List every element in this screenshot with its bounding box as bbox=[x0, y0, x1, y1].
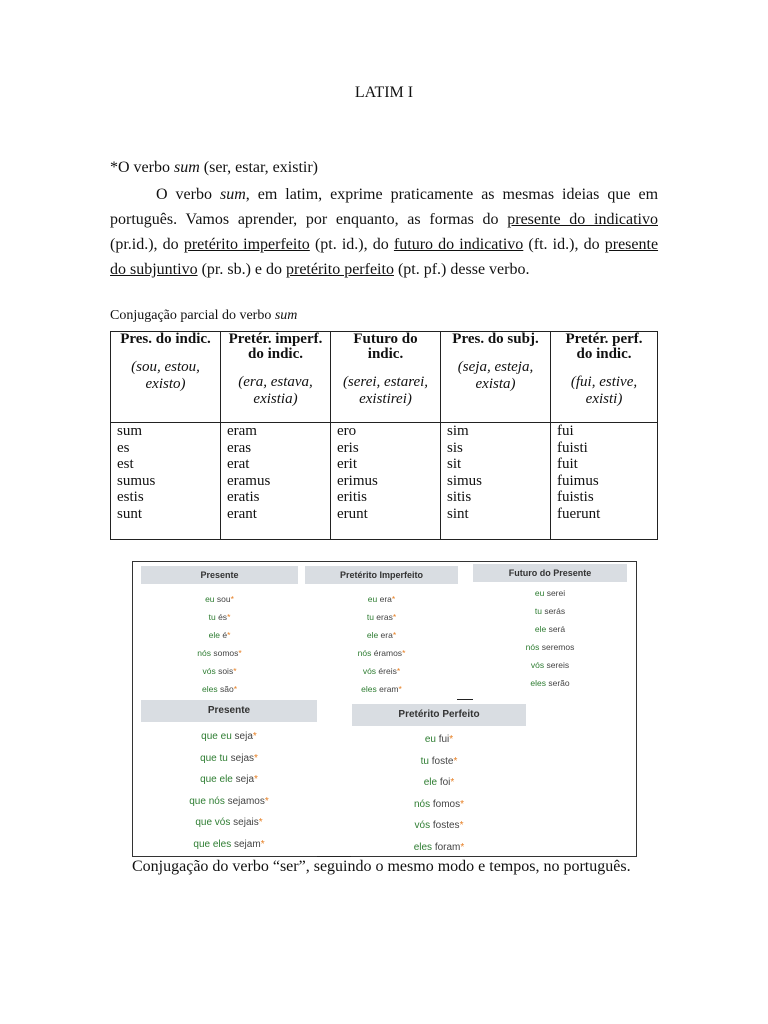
verb-form: erat bbox=[227, 456, 250, 472]
star-mark: * bbox=[459, 820, 464, 831]
verb-form: sim bbox=[447, 423, 469, 439]
verb-form: ero bbox=[337, 423, 357, 439]
panel-preterito-imperfeito bbox=[305, 566, 458, 698]
conjugation-row bbox=[473, 674, 627, 692]
image-caption: Conjugação do verbo “ser”, seguindo o mesmo modo e tempos, no português. bbox=[132, 858, 631, 875]
col-header-title: Pretér. perf. do indic. bbox=[565, 331, 643, 362]
panel-presente-subjuntivo bbox=[141, 700, 317, 856]
verb-form: eratis bbox=[227, 489, 260, 505]
pronoun: eles bbox=[361, 684, 377, 694]
conjugation-row bbox=[305, 626, 458, 644]
verb-form: fuistis bbox=[557, 489, 594, 505]
pronoun: tu bbox=[366, 612, 374, 622]
pronoun: eles bbox=[413, 841, 433, 853]
section-heading-prefix: *O verbo bbox=[110, 159, 174, 176]
conjugation-row bbox=[473, 656, 627, 674]
verb-form: eritis bbox=[337, 489, 367, 505]
conjugation-row bbox=[305, 608, 458, 626]
col-header-meaning: (serei, estarei, existirei) bbox=[342, 374, 429, 407]
panel-header: Presente bbox=[141, 700, 317, 722]
pronoun: eu bbox=[534, 588, 545, 598]
verb: sou bbox=[216, 594, 231, 604]
col-header-meaning: (seja, esteja, exista) bbox=[457, 359, 534, 392]
verb-form: sitis bbox=[447, 489, 472, 505]
verb-form: fuerunt bbox=[557, 505, 601, 522]
pronoun: eles bbox=[530, 678, 546, 688]
verb-form: erant bbox=[227, 505, 257, 522]
portuguese-conjugation-image bbox=[132, 561, 637, 857]
col-header-meaning: (sou, estou, existo) bbox=[131, 359, 200, 392]
verb-form: eramus bbox=[227, 472, 271, 489]
verb: fostes bbox=[432, 820, 460, 831]
conjugation-row bbox=[473, 620, 627, 638]
verb-form: estis bbox=[117, 489, 144, 505]
intro-paragraph bbox=[110, 182, 658, 282]
pronoun: tu bbox=[420, 755, 429, 767]
verb-form: eram bbox=[227, 423, 257, 439]
para-underlined-term: futuro do indicativo bbox=[393, 236, 524, 253]
conjugation-row bbox=[305, 662, 458, 680]
para-text: (pr.id.), do bbox=[110, 236, 184, 253]
pronoun: eles bbox=[202, 684, 218, 694]
conjugation-row bbox=[141, 748, 317, 770]
verb: eram bbox=[379, 684, 399, 694]
verb-form: simus bbox=[447, 472, 483, 489]
star-mark: * bbox=[402, 648, 406, 658]
star-mark: * bbox=[230, 594, 234, 604]
verb-form: fui bbox=[557, 423, 574, 439]
col-header bbox=[331, 332, 441, 423]
forms-cell bbox=[551, 423, 658, 540]
col-header bbox=[221, 332, 331, 423]
col-header-meaning: (era, estava, existia) bbox=[238, 374, 313, 407]
verb: é bbox=[222, 630, 228, 640]
table-caption-verb: sum bbox=[274, 308, 298, 323]
para-underlined-term: presente do subjuntivo bbox=[110, 236, 659, 278]
conjugation-row bbox=[352, 751, 526, 773]
star-mark: * bbox=[254, 752, 258, 764]
pronoun: nós bbox=[357, 648, 372, 658]
verb: sejais bbox=[233, 817, 259, 828]
verb: sejamos bbox=[227, 795, 265, 807]
panel-header: Pretérito Perfeito bbox=[352, 704, 526, 726]
verb: és bbox=[218, 612, 228, 622]
verb-form: fuisti bbox=[557, 439, 588, 456]
verb-form: fuit bbox=[557, 456, 578, 472]
forms-cell bbox=[221, 423, 331, 540]
para-text: , em latim, exprime praticamente as mesmas ideias que em português. Vamos aprender, por enquanto, as formas do bbox=[110, 186, 659, 228]
col-header bbox=[441, 332, 551, 423]
pronoun: nós bbox=[197, 648, 211, 658]
para-text: (pt. pf.) desse verbo. bbox=[393, 261, 530, 278]
pronoun: que tu bbox=[200, 752, 228, 764]
conjugation-row bbox=[305, 590, 458, 608]
verb-form: eris bbox=[337, 439, 359, 456]
verb: eras bbox=[376, 612, 393, 622]
verb: foi bbox=[439, 777, 451, 788]
verb: somos bbox=[213, 648, 239, 658]
para-verb: sum bbox=[219, 186, 246, 203]
pronoun: vós bbox=[414, 820, 431, 831]
verb-form: sum bbox=[117, 423, 143, 439]
conjugation-row bbox=[141, 726, 317, 748]
verb: seja bbox=[235, 774, 255, 785]
col-header-meaning: (fui, estive, existi) bbox=[570, 374, 638, 407]
star-mark: * bbox=[258, 817, 263, 828]
star-mark: * bbox=[398, 684, 402, 694]
pronoun: que eles bbox=[193, 838, 232, 850]
col-header-title: Pretér. imperf. do indic. bbox=[228, 331, 323, 362]
star-mark: * bbox=[227, 630, 231, 640]
pronoun: que eu bbox=[201, 731, 232, 742]
conjugation-row bbox=[141, 608, 298, 626]
verb: éreis bbox=[378, 666, 397, 676]
para-underlined-term: pretérito imperfeito bbox=[183, 236, 310, 253]
verb-form: erunt bbox=[337, 505, 368, 522]
verb: foste bbox=[431, 755, 454, 767]
para-underlined-term: presente do indicativo bbox=[507, 211, 658, 228]
section-heading-verb: sum bbox=[173, 159, 200, 176]
verb-form: sumus bbox=[117, 472, 156, 489]
forms-cell bbox=[111, 423, 221, 540]
pronoun: nós bbox=[413, 798, 431, 810]
conjugation-row bbox=[473, 602, 627, 620]
para-text: O verbo bbox=[156, 186, 220, 203]
col-header bbox=[111, 332, 221, 423]
star-mark: * bbox=[227, 612, 231, 622]
conjugation-row bbox=[141, 662, 298, 680]
verb: sereis bbox=[546, 660, 570, 670]
verb-form: sunt bbox=[117, 505, 143, 522]
verb: serão bbox=[548, 678, 570, 688]
conjugation-row bbox=[141, 769, 317, 791]
conjugation-row bbox=[141, 590, 298, 608]
para-text: (ft. id.), do bbox=[523, 236, 605, 253]
verb: éramos bbox=[373, 648, 403, 658]
verb: serei bbox=[546, 588, 566, 598]
verb: fomos bbox=[432, 798, 461, 810]
conjugation-row bbox=[141, 791, 317, 813]
verb-form: sint bbox=[447, 505, 469, 522]
panel-presente bbox=[141, 566, 298, 698]
verb-form: erit bbox=[337, 456, 357, 472]
page-title: LATIM I bbox=[354, 84, 414, 101]
star-mark: * bbox=[396, 666, 401, 676]
star-mark: * bbox=[260, 838, 265, 850]
star-mark: * bbox=[449, 734, 454, 745]
para-text: (pr. sb.) e do bbox=[197, 261, 286, 278]
verb: era bbox=[380, 630, 393, 640]
divider-line bbox=[457, 699, 473, 700]
verb: seja bbox=[234, 731, 253, 742]
verb-form: sis bbox=[447, 439, 463, 456]
star-mark: * bbox=[391, 594, 396, 604]
verb-form: erimus bbox=[337, 472, 378, 489]
col-header bbox=[551, 332, 658, 423]
panel-header: Pretérito Imperfeito bbox=[305, 566, 458, 584]
star-mark: * bbox=[238, 648, 242, 658]
star-mark: * bbox=[392, 612, 397, 622]
pronoun: eu bbox=[424, 734, 436, 745]
pronoun: tu bbox=[534, 606, 542, 616]
star-mark: * bbox=[392, 630, 397, 640]
pronoun: que ele bbox=[200, 774, 233, 785]
section-heading bbox=[110, 159, 318, 177]
col-header-title: Pres. do subj. bbox=[452, 331, 539, 347]
conjugation-row bbox=[141, 644, 298, 662]
conjugation-row bbox=[352, 837, 526, 859]
para-text: (pt. id.), do bbox=[309, 236, 394, 253]
verb: sois bbox=[218, 666, 234, 676]
verb: será bbox=[548, 624, 566, 634]
verb: seremos bbox=[541, 642, 575, 652]
table-forms-row bbox=[111, 423, 658, 540]
pronoun: nós bbox=[525, 642, 540, 652]
conjugation-row bbox=[352, 772, 526, 794]
conjugation-table bbox=[110, 331, 658, 540]
pronoun: ele bbox=[208, 630, 220, 640]
verb-form: es bbox=[117, 439, 130, 456]
conjugation-row bbox=[473, 638, 627, 656]
panel-futuro-presente bbox=[473, 564, 627, 696]
pronoun: ele bbox=[534, 624, 547, 634]
table-header-row bbox=[111, 332, 658, 423]
verb: fui bbox=[438, 734, 450, 745]
star-mark: * bbox=[450, 777, 455, 788]
panel-header: Futuro do Presente bbox=[473, 564, 627, 582]
star-mark: * bbox=[233, 666, 237, 676]
verb: sejas bbox=[230, 752, 255, 764]
pronoun: vós bbox=[362, 666, 377, 676]
col-header-title: Pres. do indic. bbox=[120, 331, 211, 347]
panel-preterito-perfeito bbox=[352, 704, 526, 854]
star-mark: * bbox=[453, 755, 458, 767]
verb: são bbox=[219, 684, 234, 694]
pronoun: tu bbox=[208, 612, 216, 622]
verb: foram bbox=[434, 841, 461, 853]
conjugation-row bbox=[352, 815, 526, 837]
verb-form: fuimus bbox=[557, 472, 599, 489]
verb-form: sit bbox=[447, 456, 462, 472]
conjugation-row bbox=[305, 680, 458, 698]
section-heading-suffix: (ser, estar, existir) bbox=[199, 159, 318, 176]
pronoun: ele bbox=[423, 777, 438, 788]
pronoun: que vós bbox=[195, 817, 231, 828]
conjugation-row bbox=[141, 812, 317, 834]
conjugation-row bbox=[141, 834, 317, 856]
star-mark: * bbox=[254, 774, 258, 785]
star-mark: * bbox=[252, 731, 257, 742]
conjugation-row bbox=[305, 644, 458, 662]
table-caption bbox=[110, 308, 297, 324]
verb-form: est bbox=[117, 456, 134, 472]
star-mark: * bbox=[460, 798, 465, 810]
col-header-title: Futuro do indic. bbox=[353, 331, 418, 362]
conjugation-row bbox=[141, 680, 298, 698]
conjugation-row bbox=[473, 584, 627, 602]
conjugation-row bbox=[352, 729, 526, 751]
pronoun: vós bbox=[530, 660, 545, 670]
verb: era bbox=[379, 594, 392, 604]
star-mark: * bbox=[460, 841, 465, 853]
star-mark: * bbox=[233, 684, 237, 694]
panel-header: Presente bbox=[141, 566, 298, 584]
pronoun: vós bbox=[202, 666, 216, 676]
pronoun: ele bbox=[366, 630, 379, 640]
verb-form: eras bbox=[227, 439, 252, 456]
para-underlined-term: pretérito perfeito bbox=[286, 261, 394, 278]
forms-cell bbox=[331, 423, 441, 540]
verb: sejam bbox=[234, 838, 261, 850]
verb: serás bbox=[544, 606, 566, 616]
pronoun: que nós bbox=[189, 795, 225, 807]
forms-cell bbox=[441, 423, 551, 540]
pronoun: eu bbox=[205, 594, 215, 604]
table-caption-text: Conjugação parcial do verbo bbox=[110, 308, 275, 323]
pronoun: eu bbox=[367, 594, 378, 604]
conjugation-row bbox=[352, 794, 526, 816]
divider-line bbox=[317, 856, 351, 857]
conjugation-row bbox=[141, 626, 298, 644]
star-mark: * bbox=[264, 795, 269, 807]
